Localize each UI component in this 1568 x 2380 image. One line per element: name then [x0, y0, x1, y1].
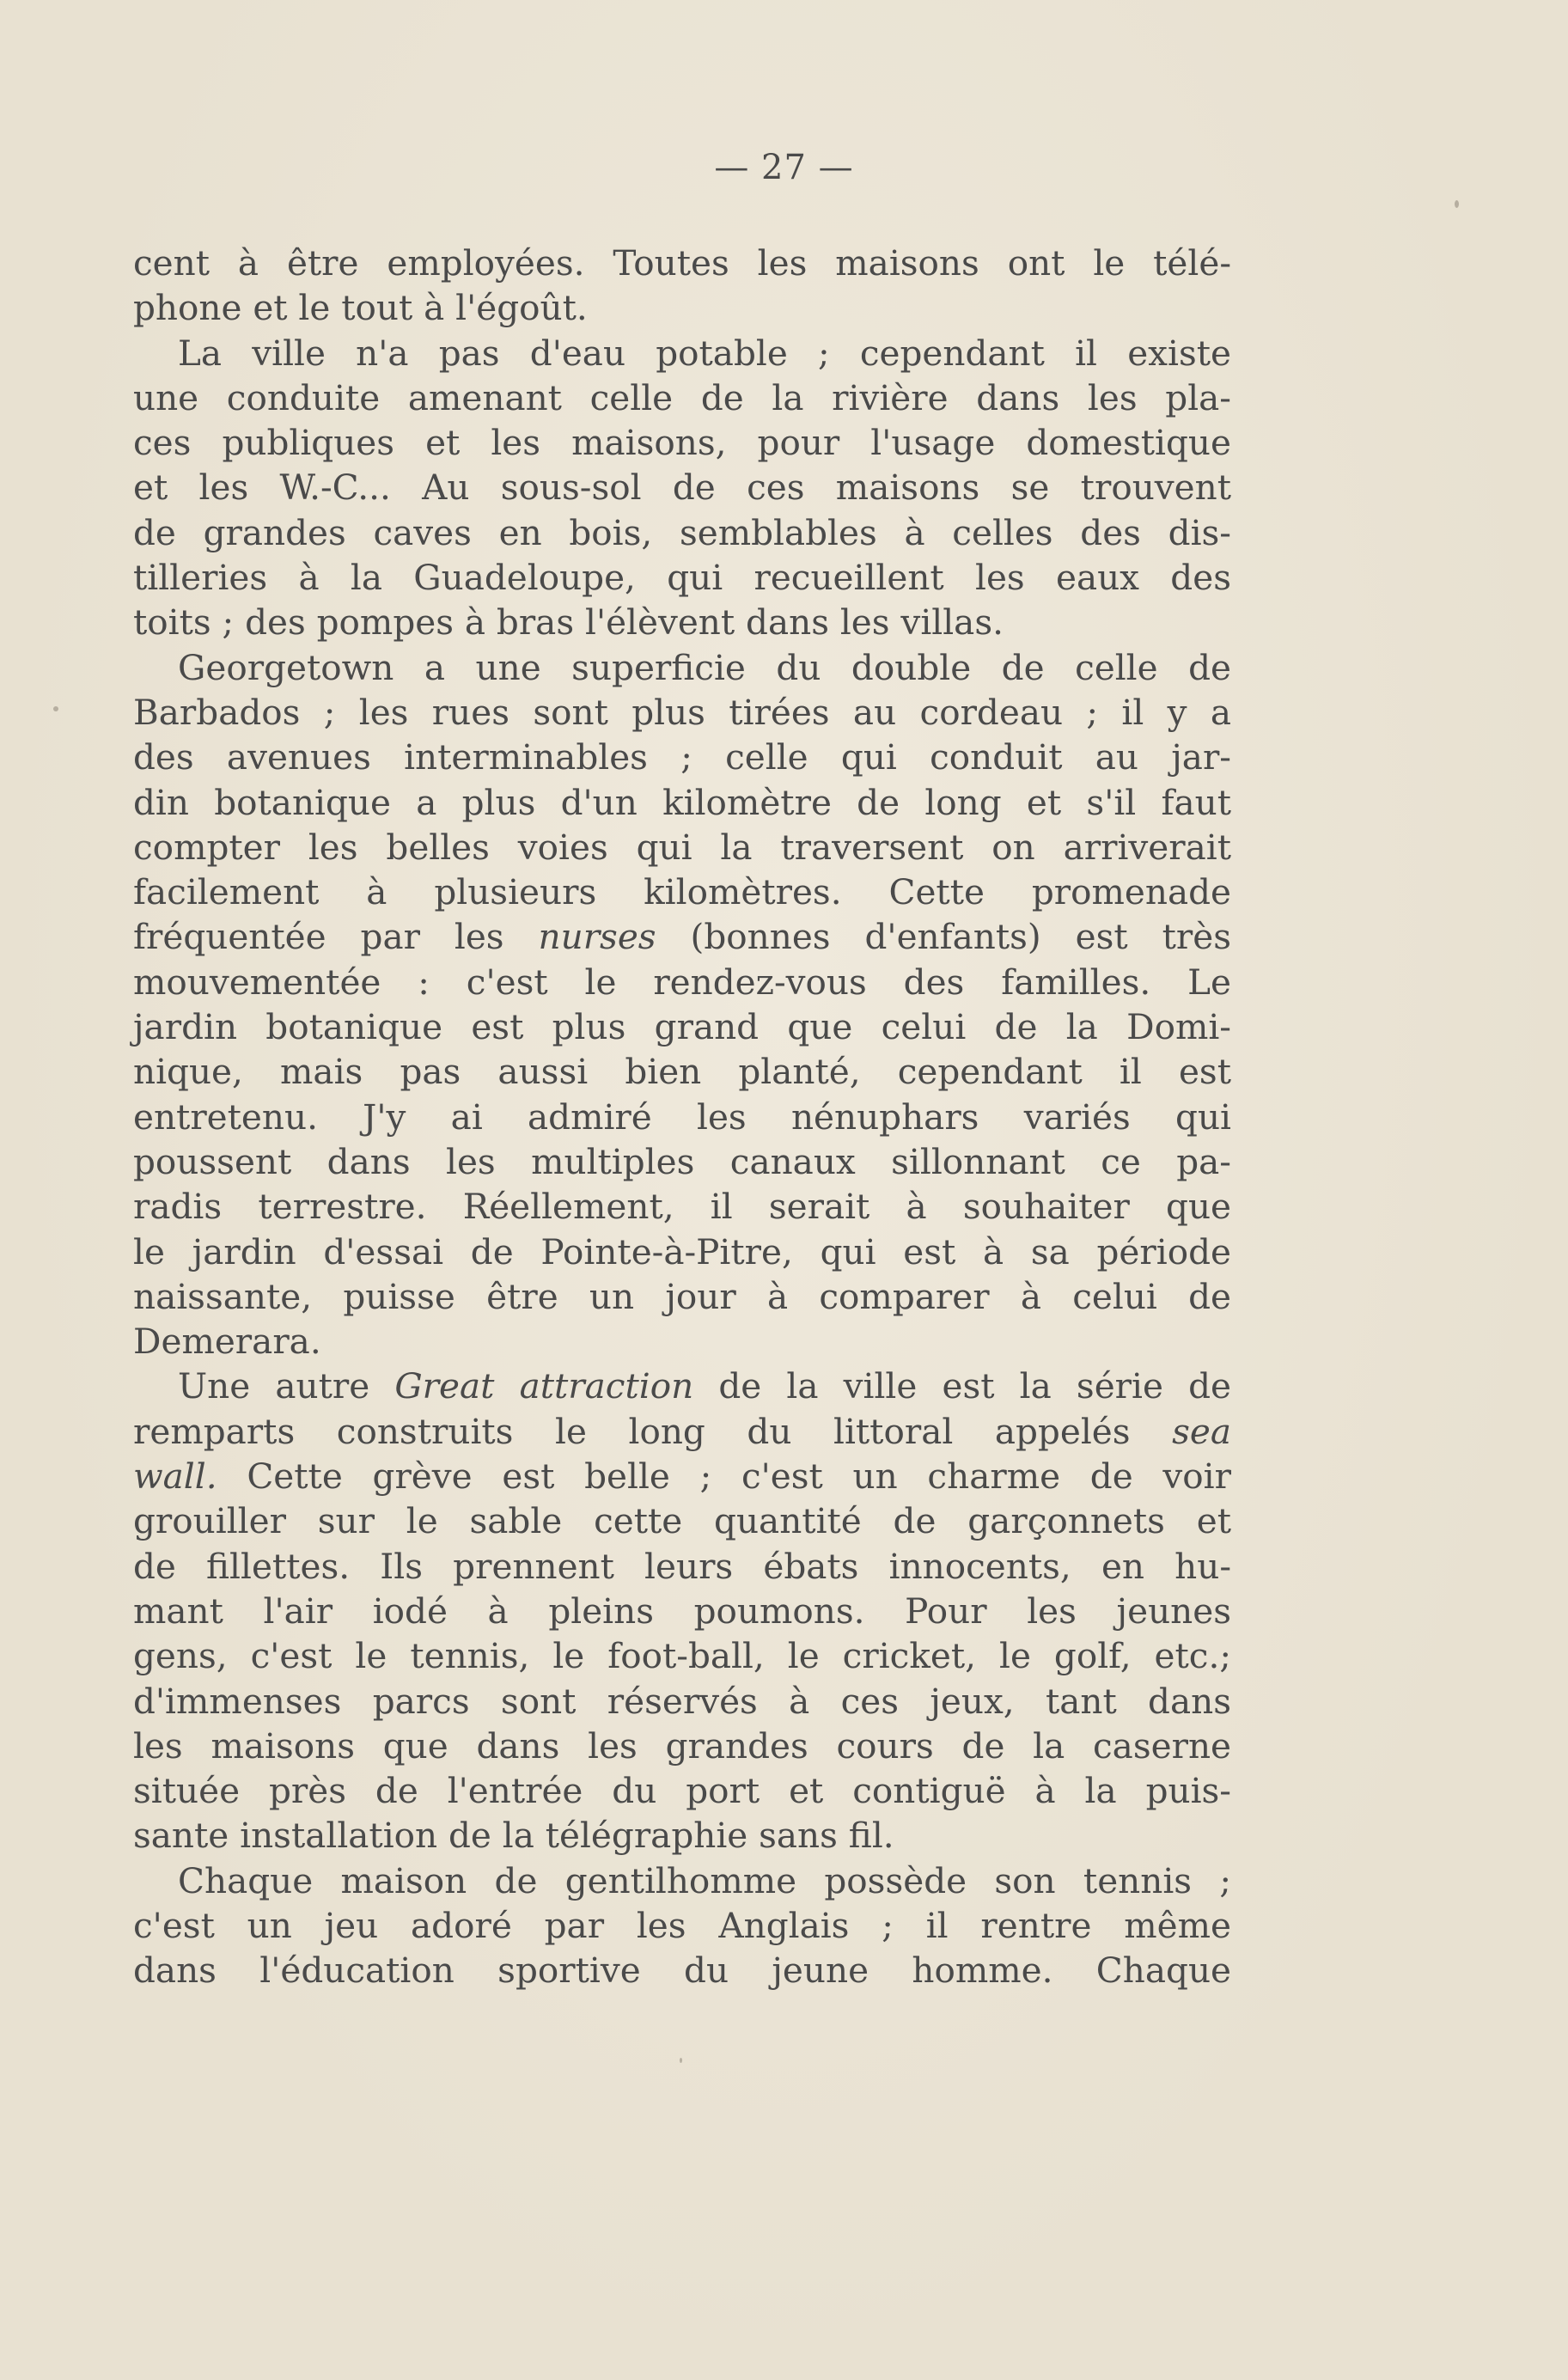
text-line: tilleries à la Guadeloupe, qui recueillent les eaux des [133, 557, 1231, 599]
italic-term: Great attraction [394, 1365, 694, 1407]
text-line: les maisons que dans les grandes cours de la caserne [133, 1724, 1231, 1767]
text-line: de grandes caves en bois, semblables à celles des dis- [133, 511, 1231, 553]
paragraph-start-line: Georgetown a une superficie du double de celle de [178, 646, 1231, 688]
text-line: naissante, puisse être un jour à comparer à celui de [133, 1275, 1231, 1317]
text-line: grouiller sur le sable cette quantité de garçonnets et [133, 1500, 1231, 1542]
paragraph-start-line [133, 1364, 1231, 1408]
text-line [133, 1409, 1231, 1454]
text-line: din botanique a plus d'un kilomètre de long et s'il faut [133, 781, 1231, 823]
text-line: sante installation de la télégraphie sans fil. [133, 1815, 894, 1857]
text-line: Demerara. [133, 1321, 321, 1363]
text-line: nique, mais pas aussi bien planté, cependant il est [133, 1051, 1231, 1093]
text-line: poussent dans les multiples canaux sillonnant ce pa- [133, 1140, 1231, 1182]
paragraph-start-line: La ville n'a pas d'eau potable ; cependant il existe [178, 332, 1231, 374]
text-line: gens, c'est le tennis, le foot-ball, le cricket, le golf, etc.; [133, 1635, 1231, 1677]
text-line: c'est un jeu adoré par les Anglais ; il rentre même [133, 1904, 1231, 1946]
text-line [133, 1454, 1231, 1498]
text-run: de la ville est la série de [693, 1365, 1231, 1407]
body-text [133, 241, 1231, 1993]
page-number: — 27 — [714, 148, 854, 187]
text-line: de fillettes. Ils prennent leurs ébats innocents, en hu- [133, 1545, 1231, 1587]
text-line: située près de l'entrée du port et contiguë à la puis- [133, 1770, 1231, 1812]
text-line: jardin botanique est plus grand que celui de la Domi- [133, 1006, 1231, 1048]
text-line: entretenu. J'y ai admiré les nénuphars variés qui [133, 1095, 1231, 1138]
text-line: radis terrestre. Réellement, il serait à souhaiter que [133, 1186, 1231, 1228]
text-line: dans l'éducation sportive du jeune homme. Chaque [133, 1950, 1231, 1992]
paper-speck [53, 706, 58, 711]
text-line: et les W.-C... Au sous-sol de ces maisons se trouvent [133, 467, 1231, 509]
text-line: une conduite amenant celle de la rivière dans les pla- [133, 376, 1231, 418]
text-run: fréquentée par les [133, 916, 539, 958]
text-line: Barbados ; les rues sont plus tirées au cordeau ; il y a [133, 691, 1231, 733]
text-line [133, 914, 1231, 959]
text-line: facilement à plusieurs kilomètres. Cette promenade [133, 871, 1231, 913]
text-line: d'immenses parcs sont réservés à ces jeux, tant dans [133, 1680, 1231, 1722]
text-run: Cette grève est belle ; c'est un charme de voir [217, 1455, 1231, 1498]
text-run: Une autre [178, 1365, 395, 1407]
paragraph-start-line: Chaque maison de gentilhomme possède son tennis ; [178, 1859, 1231, 1901]
italic-term: nurses [538, 916, 656, 958]
italic-term: wall. [133, 1455, 217, 1498]
text-line: cent à être employées. Toutes les maisons ont le télé- [133, 242, 1231, 284]
text-line: des avenues interminables ; celle qui conduit au jar- [133, 736, 1231, 778]
text-line: phone et le tout à l'égoût. [133, 287, 588, 329]
text-run: (bonnes d'enfants) est très [656, 916, 1231, 958]
paper-speck [680, 2058, 682, 2063]
italic-term: sea [1172, 1410, 1231, 1452]
text-run: remparts construits le long du littoral appelés [133, 1410, 1173, 1452]
text-line: ces publiques et les maisons, pour l'usage domestique [133, 422, 1231, 464]
paper-speck [1455, 200, 1459, 208]
text-line: mant l'air iodé à pleins poumons. Pour les jeunes [133, 1590, 1231, 1632]
text-line: le jardin d'essai de Pointe-à-Pitre, qui est à sa période [133, 1230, 1231, 1272]
text-line: mouvementée : c'est le rendez-vous des familles. Le [133, 961, 1231, 1003]
text-line: compter les belles voies qui la traversent on arriverait [133, 826, 1231, 868]
text-line: toits ; des pompes à bras l'élèvent dans les villas. [133, 601, 1004, 644]
